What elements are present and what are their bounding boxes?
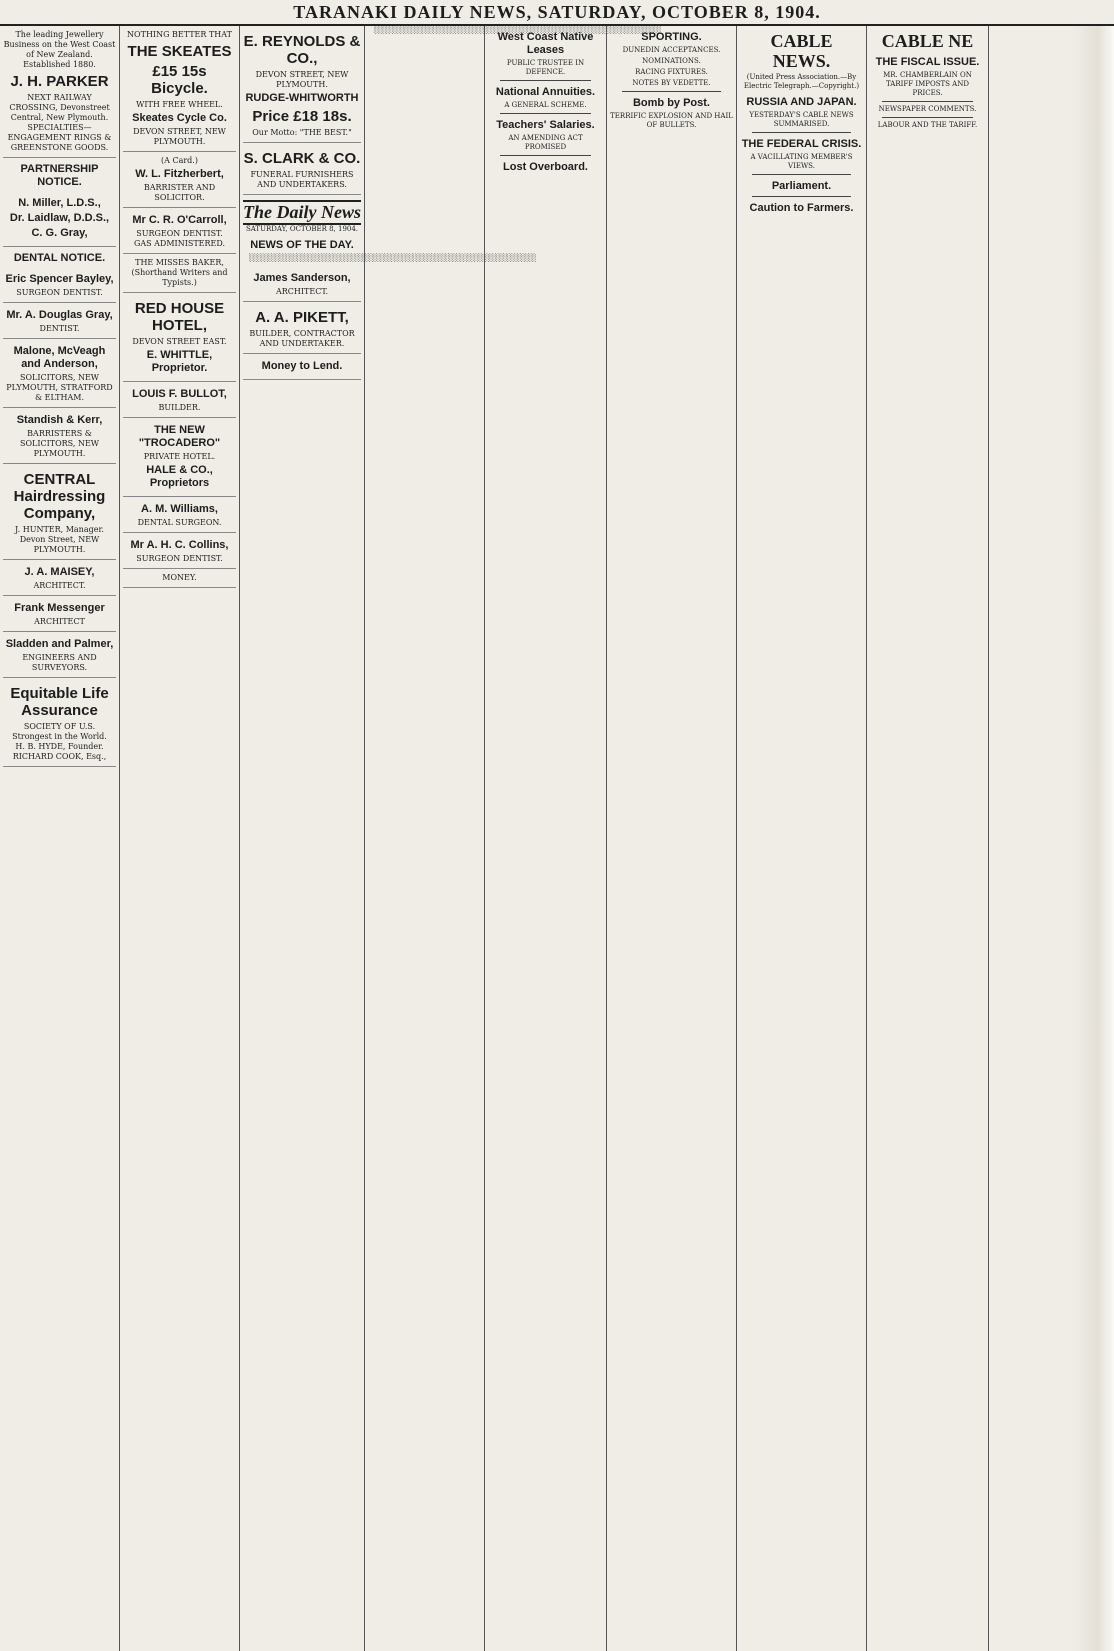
messenger-name: Frank Messenger (14, 602, 105, 614)
divider (500, 80, 591, 81)
skeates-ad (123, 26, 236, 152)
miller-name: N. Miller, L.D.S., (18, 197, 101, 209)
equitable-tag: Strongest in the World. (12, 732, 107, 741)
equitable-hyde: H. B. HYDE, Founder. (15, 742, 104, 751)
skeates-value: NOTHING BETTER THAT (127, 30, 232, 39)
malone-sub: SOLICITORS, NEW PLYMOUTH, STRATFORD & ELTHAM. (6, 373, 113, 402)
rudge-price: Price £18 18s. (252, 108, 352, 125)
russia-japan-heading: RUSSIA AND JAPAN. (746, 96, 857, 108)
column-3 (240, 26, 537, 1651)
teachers-heading: Teachers' Salaries. (496, 119, 595, 131)
central-sub: J. HUNTER, Manager. Devon Street, NEW PLYMOUTH. (15, 525, 104, 554)
collins-ad (123, 533, 236, 569)
trocadero-hale: HALE & CO., Proprietors (146, 464, 213, 489)
fiscal-issue-heading: THE FISCAL ISSUE. (875, 56, 980, 68)
clark-sub: FUNERAL FURNISHERS AND UNDERTAKERS. (250, 170, 354, 189)
standish-name: Standish & Kerr, (16, 414, 103, 426)
standish-sub: BARRISTERS & SOLICITORS, NEW PLYMOUTH. (19, 429, 100, 458)
trocadero-ad (123, 418, 236, 497)
sanderson-ad (243, 266, 361, 302)
redhouse-name: RED HOUSE HOTEL, (134, 300, 225, 334)
divider (500, 113, 591, 114)
news-of-the-day-heading: NEWS OF THE DAY. (250, 239, 354, 251)
skeates-name: THE SKEATES (127, 43, 232, 60)
equitable-ad (3, 678, 116, 767)
native-leases-sub: PUBLIC TRUSTEE IN DEFENCE. (506, 59, 585, 76)
lost-overboard-heading: Lost Overboard. (503, 161, 588, 173)
carroll-sub: SURGEON DENTIST. (136, 229, 223, 238)
dateline: SATURDAY, OCTOBER 8, 1904. (245, 225, 359, 233)
sporting-sub: DUNEDIN ACCEPTANCES. (622, 46, 721, 54)
cable-news-heading-2: CABLE NE (881, 31, 974, 51)
cable-news-heading: CABLE NEWS. (770, 31, 833, 71)
newspaper-comments-sub: NEWSPAPER COMMENTS. (878, 105, 977, 113)
carroll-name: Mr C. R. O'Carroll, (132, 214, 227, 226)
money-ad (123, 569, 236, 588)
notes-sub: NOTES BY VEDETTE. (632, 79, 711, 87)
divider (882, 101, 973, 102)
annuities-heading: National Annuities. (495, 86, 596, 98)
misses-sub: (Shorthand Writers and Typists.) (131, 268, 228, 287)
sanderson-name: James Sanderson, (253, 271, 351, 284)
trocadero-sub: PRIVATE HOTEL. (143, 452, 216, 461)
bullot-sub: BUILDER. (158, 403, 201, 412)
parker-intro: The leading Jewellery Business on the West Coast of New Zealand. (3, 30, 116, 59)
chamberlain-sub: MR. CHAMBERLAIN ON TARIFF IMPOSTS AND PRICES. (883, 71, 972, 97)
misses-ad (123, 254, 236, 293)
central-name: CENTRAL Hairdressing Company, (13, 471, 106, 522)
messenger-ad (3, 596, 116, 632)
douglas-ad (3, 303, 116, 339)
divider (752, 174, 851, 175)
column-7 (737, 26, 867, 1651)
fitz-name: W. L. Fitzherbert, (135, 168, 224, 180)
gray-name: C. G. Gray, (31, 227, 88, 239)
parker-specialties: SPECIALTIES— ENGAGEMENT RINGS & GREENSTONE GOODS. (7, 123, 112, 152)
williams-ad (123, 497, 236, 533)
redhouse-ad (123, 293, 236, 382)
standish-ad (3, 408, 116, 464)
sladden-ad (3, 632, 116, 678)
cable-news-sub: (United Press Association.—By Electric Telegraph.—Copyright.) (743, 73, 860, 90)
miller-ad (3, 191, 116, 247)
news-body-1: ░░░░░░░░░░░░░░░░░░░░░░░░░░░░░░░░░░░░░░░░░░░░░░░░░░░░ (249, 253, 537, 262)
column-5 (485, 26, 607, 1651)
bayley-sub: SURGEON DENTIST. (16, 288, 103, 297)
parker-ad (3, 26, 116, 158)
federal-crisis-heading: THE FEDERAL CRISIS. (741, 138, 862, 150)
fixtures-sub: RACING FIXTURES. (635, 68, 708, 76)
collins-name: Mr A. H. C. Collins, (130, 539, 229, 551)
skeates-company: Skeates Cycle Co. (132, 112, 227, 124)
column-8 (867, 26, 989, 1651)
sanderson-sub: ARCHITECT. (275, 286, 329, 296)
column-9 (989, 26, 1114, 1651)
masthead-title: TARANAKI DAILY NEWS, SATURDAY, OCTOBER 8, 1904. (293, 2, 821, 22)
redhouse-whittle: E. WHITTLE, Proprietor. (146, 349, 213, 374)
equitable-sub: SOCIETY OF U.S. (23, 722, 96, 731)
skeates-bicycle-sub: WITH FREE WHEEL. (136, 100, 223, 109)
parker-established: Established 1880. (23, 60, 96, 69)
reynolds-ad (243, 26, 361, 143)
parker-address: NEXT RAILWAY CROSSING, Devonstreet Central, New Plymouth. (9, 93, 110, 122)
native-leases-heading: West Coast Native Leases (497, 31, 594, 56)
daily-news-logo: The Daily News (243, 200, 361, 225)
trocadero-name: THE NEW "TROCADERO" (138, 424, 221, 449)
collins-sub: SURGEON DENTIST. (136, 554, 223, 563)
teachers-sub: AN AMENDING ACT PROMISED (508, 134, 583, 151)
redhouse-sub: DEVON STREET EAST. (132, 337, 227, 346)
nominations-sub: NOMINATIONS. (642, 57, 701, 65)
labour-tariff-sub: LABOUR AND THE TARIFF. (877, 121, 978, 129)
parker-name: J. H. PARKER (10, 73, 109, 90)
equitable-cook: RICHARD COOK, Esq., (12, 752, 107, 761)
bomb-sub: TERRIFIC EXPLOSION AND HAIL OF BULLETS. (610, 112, 733, 129)
divider (622, 91, 721, 92)
fitz-sub: BARRISTER AND SOLICITOR. (143, 183, 216, 202)
pikett-sub: BUILDER, CONTRACTOR AND UNDERTAKER. (249, 328, 355, 348)
divider (752, 196, 851, 197)
columns (0, 26, 1114, 1651)
column-1 (0, 26, 120, 1651)
malone-ad (3, 339, 116, 408)
misses-name: THE MISSES BAKER, (135, 258, 224, 267)
annuities-sub: A GENERAL SCHEME. (504, 101, 587, 109)
column-4-body: ░░░░░░░░░░░░░░░░░░░░░░░░░░░░░░░░░░░░░░░░░░░░░░░░░░░░ (374, 25, 662, 34)
money-heading: MONEY. (162, 573, 197, 582)
laidlaw-name: Dr. Laidlaw, D.D.S., (9, 212, 110, 224)
pikett-ad (243, 302, 361, 354)
williams-name: A. M. Williams, (141, 503, 218, 515)
williams-sub: DENTAL SURGEON. (137, 518, 222, 527)
maisey-name: J. A. MAISEY, (24, 566, 95, 578)
equitable-name: Equitable Life Assurance (10, 685, 109, 719)
divider (752, 132, 851, 133)
sladden-name: Sladden and Palmer, (5, 638, 114, 650)
rudge-name: RUDGE-WHITWORTH (245, 92, 359, 104)
divider (500, 155, 591, 156)
column-6 (607, 26, 737, 1651)
masthead (0, 0, 1114, 26)
reynolds-motto: Our Motto: "THE BEST." (252, 128, 352, 137)
sladden-sub: ENGINEERS AND SURVEYORS. (22, 653, 97, 672)
bomb-heading: Bomb by Post. (632, 97, 710, 109)
divider (882, 117, 973, 118)
dental-notice-heading: DENTAL NOTICE. (13, 252, 106, 264)
douglas-name: Mr. A. Douglas Gray, (6, 309, 113, 321)
douglas-sub: DENTIST. (39, 324, 80, 333)
federal-crisis-sub: A VACILLATING MEMBER'S VIEWS. (750, 153, 853, 170)
bayley-ad (3, 267, 116, 303)
clark-ad (243, 143, 361, 195)
carroll-gas: GAS ADMINISTERED. (133, 239, 226, 248)
central-ad (3, 464, 116, 560)
money-lend-heading: Money to Lend. (261, 359, 343, 372)
money-lend-ad (243, 354, 361, 380)
skeates-bicycle: £15 15s Bicycle. (151, 63, 208, 97)
clark-name: S. CLARK & CO. (243, 150, 361, 167)
carroll-ad (123, 208, 236, 254)
skeates-address: DEVON STREET, NEW PLYMOUTH. (133, 127, 226, 146)
reynolds-name: E. REYNOLDS & CO., (243, 33, 361, 67)
reynolds-sub: DEVON STREET, NEW PLYMOUTH. (255, 70, 349, 89)
caution-farmers-heading: Caution to Farmers. (749, 202, 854, 214)
fitzherbert-ad (123, 152, 236, 208)
parliament-heading: Parliament. (771, 180, 832, 192)
maisey-ad (3, 560, 116, 596)
partnership-heading: PARTNERSHIP NOTICE. (20, 163, 99, 188)
fitz-card: (A Card.) (161, 156, 198, 165)
summary-sub: YESTERDAY'S CABLE NEWS SUMMARISED. (749, 111, 854, 128)
malone-name: Malone, McVeagh and Anderson, (13, 345, 106, 370)
bullot-ad (123, 382, 236, 418)
messenger-sub: ARCHITECT (34, 617, 85, 626)
bayley-name: Eric Spencer Bayley, (5, 273, 114, 285)
sporting-heading: SPORTING. (641, 31, 702, 43)
maisey-sub: ARCHITECT. (33, 581, 86, 590)
bullot-name: LOUIS F. BULLOT, (132, 388, 227, 400)
column-2 (120, 26, 240, 1651)
pikett-name: A. A. PIKETT, (255, 308, 349, 326)
